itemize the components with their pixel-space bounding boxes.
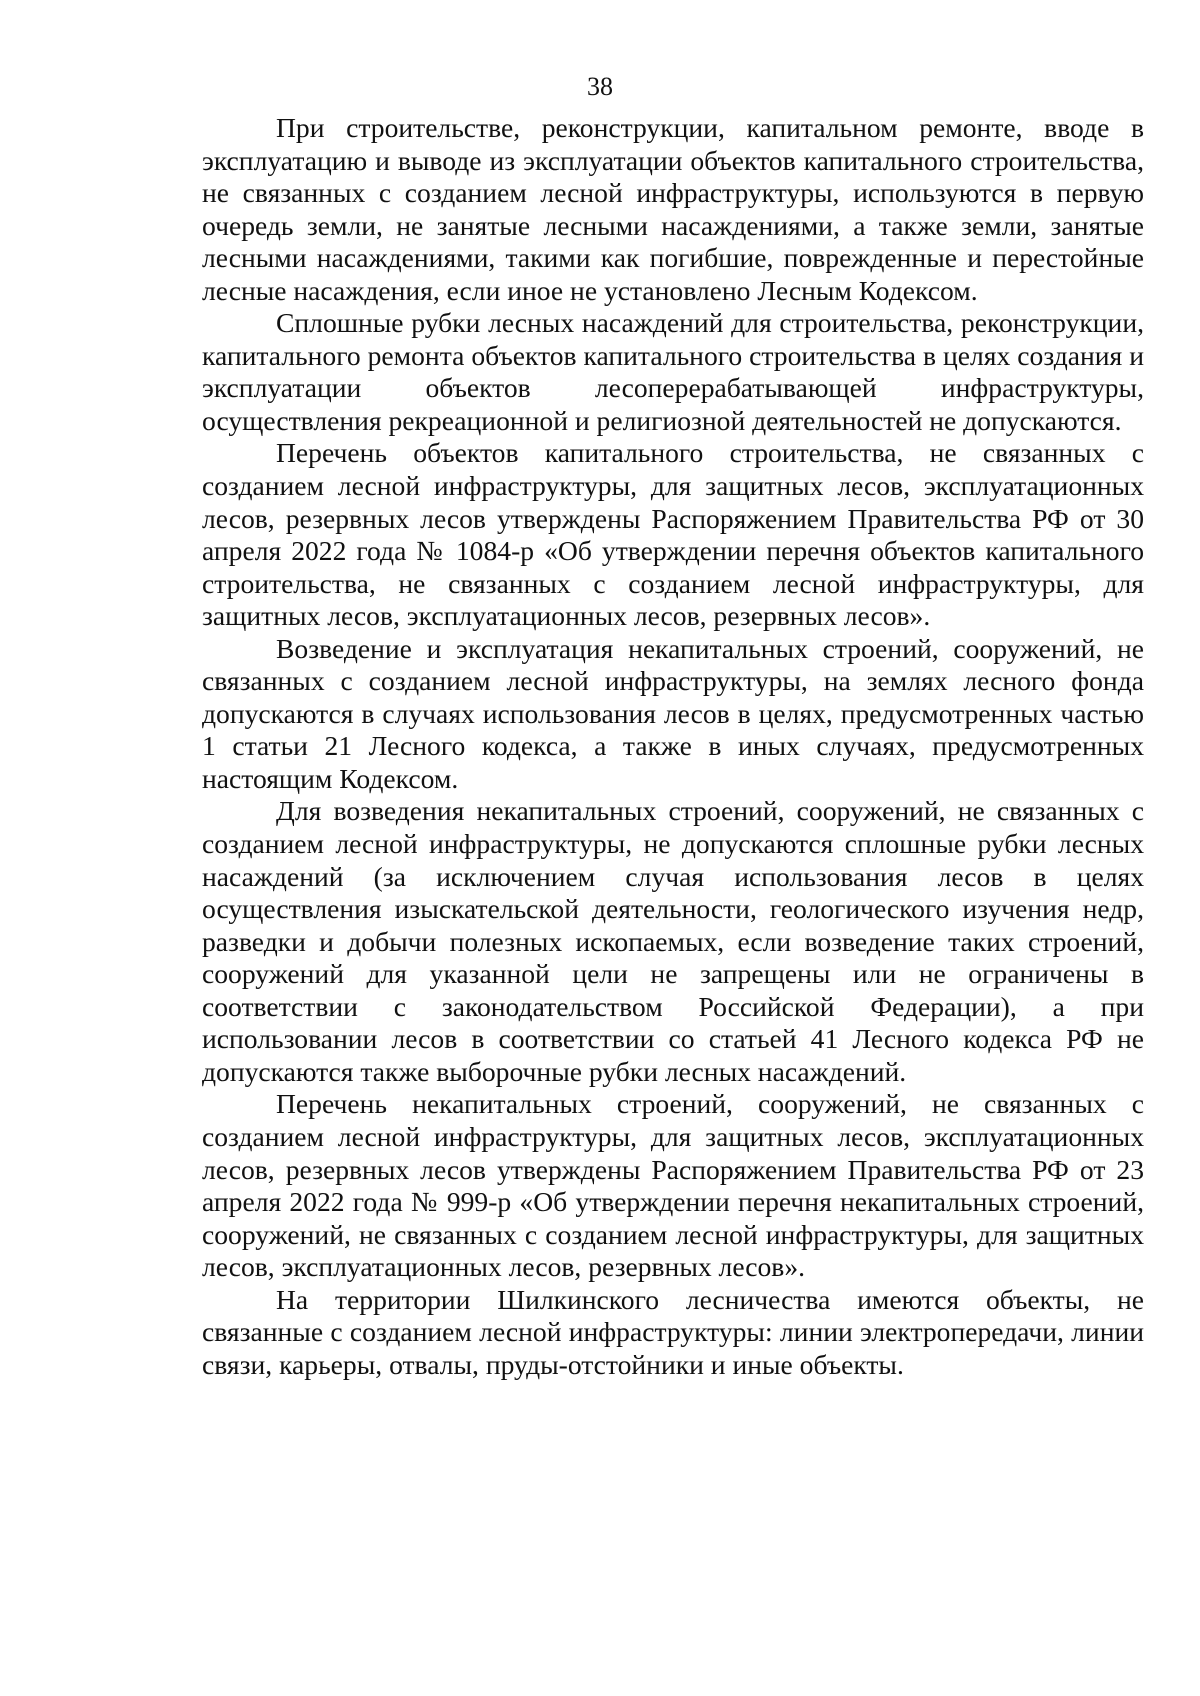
paragraph-shilkinsky-objects: На территории Шилкинского лесничества имеются объекты, не связанные с созданием лесной инфраструктуры: линии электропередачи, линии связи, карьеры, отвалы, пруды-отстойники и иные объекты. [202, 1283, 1144, 1380]
document-body [202, 112, 1144, 1381]
paragraph-capital-construction-lands: При строительстве, реконструкции, капитальном ремонте, вводе в эксплуатацию и выводе из эксплуатации объектов капитального строительства, не связанных с созданием лесной инфраструктуры, используются в первую очередь земли, не занятые лесными насаждениями, а также земли, занятые лесными насаждениями, такими как погибшие, поврежденные и перестойные лесные насаждения, если иное не установлено Лесным Кодексом. [202, 112, 1144, 306]
paragraph-clear-cutting-prohibition: Сплошные рубки лесных насаждений для строительства, реконструкции, капитального ремонта объектов капитального строительства в целях создания и эксплуатации объектов лесоперерабатывающей инфраструктуры, осуществления рекреационной и религиозной деятельностей не допускаются. [202, 307, 1144, 436]
paragraph-non-capital-objects-list: Перечень некапитальных строений, сооружений, не связанных с созданием лесной инфраструктуры, для защитных лесов, эксплуатационных лесов, резервных лесов утверждены Распоряжением Правительства РФ от 23 апреля 2022 года № 999-р «Об утверждении перечня некапитальных строений, сооружений, не связанных с созданием лесной инфраструктуры, для защитных лесов, эксплуатационных лесов, резервных лесов». [202, 1088, 1144, 1283]
paragraph-non-capital-structures: Возведение и эксплуатация некапитальных строений, сооружений, не связанных с созданием лесной инфраструктуры, на землях лесного фонда допускаются в случаях использования лесов в целях, предусмотренных частью 1 статьи 21 Лесного кодекса, а также в иных случаях, предусмотренных настоящим Кодексом. [202, 632, 1144, 794]
page-number: 38 [587, 72, 613, 101]
paragraph-non-capital-cutting-rules: Для возведения некапитальных строений, сооружений, не связанных с созданием лесной инфраструктуры, не допускаются сплошные рубки лесных насаждений (за исключением случая использования лесов в целях осуществления изыскательской деятельности, геологического изучения недр, разведки и добычи полезных ископаемых, если возведение таких строений, сооружений для указанной цели не запрещены или не ограничены в соответствии с законодательством Российской Федерации), а при использовании лесов в соответствии со статьей 41 Лесного кодекса РФ не допускаются также выборочные рубки лесных насаждений. [202, 795, 1144, 1087]
paragraph-capital-objects-list: Перечень объектов капитального строительства, не связанных с созданием лесной инфраструктуры, для защитных лесов, эксплуатационных лесов, резервных лесов утверждены Распоряжением Правительства РФ от 30 апреля 2022 года № 1084-р «Об утверждении перечня объектов капитального строительства, не связанных с созданием лесной инфраструктуры, для защитных лесов, эксплуатационных лесов, резервных лесов». [202, 437, 1144, 632]
